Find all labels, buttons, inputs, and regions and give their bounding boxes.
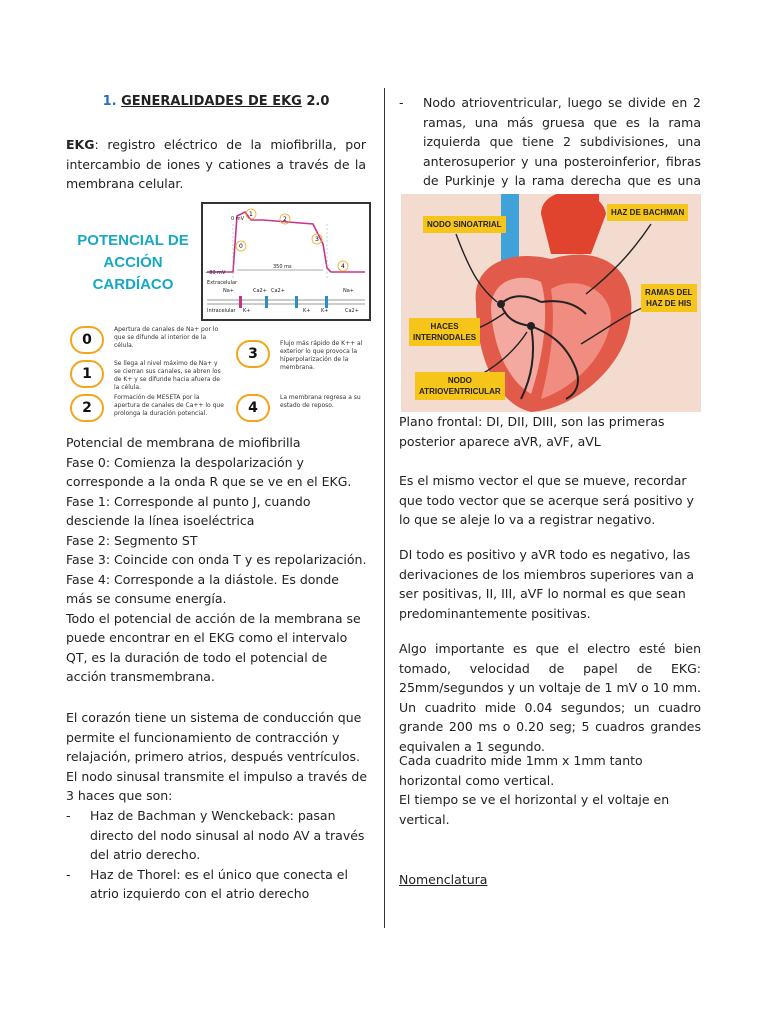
- bundle-list: [66, 806, 368, 904]
- ion-label: K+: [303, 308, 311, 314]
- phase-4: [236, 394, 386, 426]
- phase-3: [236, 340, 386, 372]
- phase-text: Apertura de canales de Na+ por lo que se difunde al interior de la célula.: [114, 326, 219, 349]
- svg-text:4: 4: [341, 263, 345, 270]
- phases-text: [66, 433, 368, 687]
- phase-number: 1: [70, 360, 104, 388]
- svg-text:3: 3: [315, 236, 319, 243]
- label-line: HAZ DE HIS: [646, 299, 692, 308]
- text-line: Fase 3: Coincide con onda T y es repolarización.: [66, 552, 367, 567]
- label-his: [641, 284, 697, 312]
- ekg-definition: [66, 135, 366, 194]
- figure-title: [68, 230, 198, 296]
- page-title: [66, 94, 366, 109]
- ion-label: K+: [243, 308, 251, 314]
- column-divider: [384, 88, 385, 928]
- list-item: - Haz de Thorel: es el único que conecta el atrio izquierdo con el atrio derecho: [66, 865, 368, 904]
- plano-frontal: Plano frontal: DI, DII, DIII, son las primeras posterior aparece aVR, aVF, aVL: [399, 414, 665, 449]
- text-line: Fase 0: Comienza la despolarización y corresponde a la onda R que se ve en el EKG.: [66, 454, 352, 489]
- phase-number: 4: [236, 394, 270, 422]
- av-node-list: [399, 93, 701, 210]
- title-text: GENERALIDADES DE EKG: [121, 94, 302, 109]
- phase-0: [70, 326, 220, 358]
- ion-label: Na+: [343, 288, 354, 294]
- graph-intracellular: Intracelular: [207, 308, 236, 314]
- paper-speed-paragraph: Algo importante es que el electro esté bien tomado, velocidad de papel de EKG: 25mm/segundos y un voltaje de 1 mV o 10 mm. Un cuadrito mide 0.04 segundos; un cuadro grande 200 ms o 0.20 seg; 5 cuadros grandes equivalen a 1 segundo.: [399, 641, 701, 754]
- ekg-def-text: : registro eléctrico de la miofibrilla, por intercambio de iones y cationes a través de la membrana celular.: [66, 137, 366, 191]
- title-suffix: 2.0: [306, 94, 330, 109]
- ion-label: K+: [321, 308, 329, 314]
- text-line: Fase 4: Corresponde a la diástole. Es donde más se consume energía.: [66, 571, 339, 606]
- action-potential-curve: [203, 204, 369, 319]
- svg-text:0: 0: [239, 243, 243, 250]
- text-line: Potencial de membrana de miofibrilla: [66, 435, 301, 450]
- graph-duration: 350 ms: [273, 264, 292, 270]
- phase-text: Formación de MESETA por la apertura de canales de Ca++ lo que prolonga la duración potencial.: [114, 394, 224, 417]
- ion-label: Ca2+: [345, 308, 359, 314]
- ion-label: Na+: [223, 288, 234, 294]
- time-voltage-paragraph: El tiempo se ve el horizontal y el voltaje en vertical.: [399, 792, 670, 827]
- ion-label: Ca2+: [253, 288, 267, 294]
- action-potential-graph: [201, 202, 371, 321]
- phase-text: Se llega al nivel máximo de Na+ y se cierran sus canales, se abren los de K+ y se difunde hacia afuera de la célula.: [114, 360, 221, 391]
- phase-text: La membrana regresa a su estado de reposo.: [280, 394, 361, 409]
- label-line: RAMAS DEL: [645, 288, 693, 297]
- text-line: Fase 1: Corresponde al punto J, cuando desciende la línea isoeléctrica: [66, 493, 311, 528]
- square-size-paragraph: Cada cuadrito mide 1mm x 1mm tanto horizontal como vertical.: [399, 753, 643, 788]
- text-line: Fase 2: Segmento ST: [66, 532, 198, 548]
- phase-number: 3: [236, 340, 270, 368]
- graph-bottom-label: −80 mV: [205, 270, 226, 276]
- list-item: - Haz de Bachman y Wenckeback: pasan directo del nodo sinusal al nodo AV a través del atrio derecho.: [66, 806, 368, 865]
- label-av-node: [415, 372, 505, 400]
- text-line: Todo el potencial de acción de la membrana se puede encontrar en el EKG como el intervalo QT, es la duración de todo el potencial de acción transmembrana.: [66, 610, 361, 684]
- label-line: NODO: [447, 376, 472, 385]
- label-bachman: HAZ DE BACHMAN: [607, 204, 688, 221]
- label-line: HACES: [430, 322, 459, 331]
- label-line: INTERNODALES: [413, 333, 477, 342]
- conduction-paragraph: El corazón tiene un sistema de conducción que permite el funcionamiento de contracción y relajación, primero atrios, después ventrículos. El nodo sinusal transmite el impulso a través de 3 haces que son:: [66, 710, 368, 803]
- graph-extracellular: Extracelular: [207, 280, 238, 286]
- phase-1: [70, 360, 220, 392]
- phase-number: 0: [70, 326, 104, 354]
- nomenclatura-heading: Nomenclatura: [399, 872, 488, 887]
- label-line: ATRIOVENTRICULAR: [419, 387, 501, 396]
- heart-conduction-figure: [401, 194, 701, 412]
- graph-top-label: 0 mV: [231, 216, 245, 222]
- list-item: - Nodo atrioventricular, luego se divide en 2 ramas, una más gruesa que es la rama izquierda que tiene 2 subdivisiones, una anterosuperior y una posteroinferior, fibras de Purkinje y la rama derecha que es una: [399, 93, 701, 210]
- phase-number: 2: [70, 394, 104, 422]
- figure-title-line: ACCIÓN: [103, 254, 163, 271]
- derivations-paragraph: DI todo es positivo y aVR todo es negativo, las derivaciones de los miembros superiores van a ser positivas, II, III, aVF lo normal es que sean predominantemente positivas.: [399, 547, 695, 621]
- svg-text:2: 2: [283, 216, 287, 223]
- title-number: 1.: [102, 94, 117, 109]
- ekg-term: EKG: [66, 137, 95, 152]
- figure-title-line: POTENCIAL DE: [77, 232, 189, 249]
- svg-text:1: 1: [249, 211, 253, 218]
- ion-label: Ca2+: [271, 288, 285, 294]
- label-sinoatrial: NODO SINOATRIAL: [423, 216, 506, 233]
- label-internodales: [409, 318, 480, 346]
- phase-text: Flujo más rápido de K++ al exterior lo que provoca la hiperpolarización de la membrana.: [280, 340, 363, 371]
- phase-2: [70, 394, 224, 426]
- action-potential-figure: [66, 198, 368, 428]
- figure-title-line: CARDÍACO: [92, 276, 174, 293]
- vector-paragraph: Es el mismo vector el que se mueve, recordar que todo vector que se acerque será positivo y lo que se aleje lo va a registrar negativo.: [399, 473, 694, 527]
